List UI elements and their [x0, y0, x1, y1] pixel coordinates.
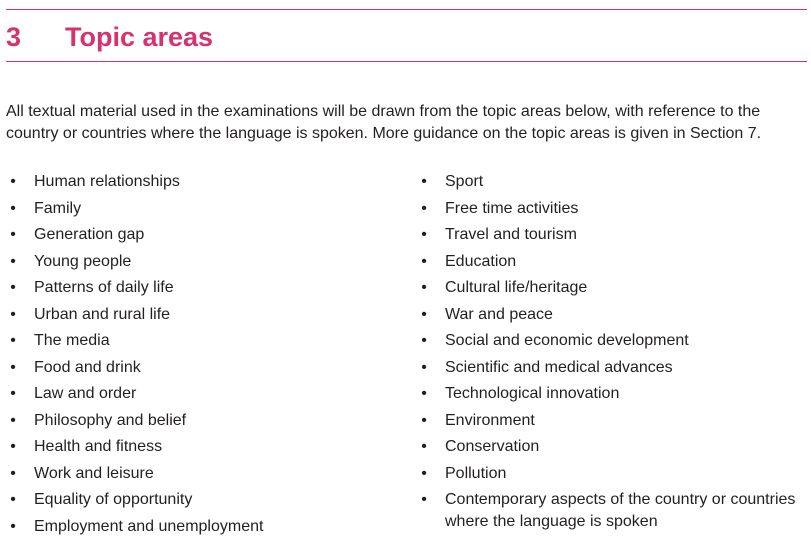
- topic-list-item: [6, 463, 406, 485]
- bullet-icon: •: [10, 438, 16, 455]
- topic-label: Human relationships: [34, 173, 180, 190]
- topic-list-right: [417, 171, 807, 538]
- topic-label: Urban and rural life: [34, 305, 171, 323]
- topic-list-item: [6, 198, 406, 220]
- topic-list-item: [6, 251, 406, 273]
- topic-label: Pollution: [445, 464, 507, 482]
- topic-list-item: [417, 198, 807, 220]
- bullet-icon: •: [421, 491, 427, 508]
- bullet-icon: •: [421, 173, 427, 190]
- topic-label: Equality of opportunity: [34, 491, 193, 508]
- topic-label: Education: [445, 252, 517, 270]
- bottom-rule: [6, 61, 807, 62]
- topic-list-item: [417, 171, 807, 193]
- bullet-icon: •: [10, 464, 16, 482]
- topic-label: Food and drink: [34, 358, 141, 376]
- topic-label: Social and economic development: [445, 332, 689, 349]
- topic-label: Scientific and medical advances: [445, 358, 673, 376]
- bullet-icon: •: [421, 199, 427, 217]
- bullet-icon: •: [10, 411, 16, 429]
- section-number: 3: [6, 22, 22, 52]
- bullet-icon: •: [10, 226, 16, 243]
- topic-list-item: [6, 489, 406, 511]
- bullet-icon: •: [421, 438, 427, 455]
- bullet-icon: •: [10, 491, 16, 508]
- top-rule: [6, 9, 807, 10]
- topic-label: Conservation: [445, 438, 540, 455]
- topic-label: Contemporary aspects of the country or countries where the language is spoken: [445, 491, 796, 530]
- topic-list-item: [417, 251, 807, 273]
- topic-label: Employment and unemployment: [34, 517, 264, 535]
- section-title: Topic areas: [65, 22, 214, 52]
- topic-list-item: [6, 304, 406, 326]
- topic-label: Technological innovation: [445, 385, 620, 402]
- bullet-icon: •: [421, 464, 427, 482]
- topic-list-item: [417, 489, 807, 533]
- section-heading: [6, 19, 213, 55]
- topic-list-item: [6, 224, 406, 246]
- bullet-icon: •: [421, 252, 427, 270]
- topic-label: Health and fitness: [34, 438, 163, 455]
- topic-list-item: [6, 171, 406, 193]
- topic-list-item: [417, 383, 807, 405]
- topic-list-item: [6, 277, 406, 299]
- topic-label: Sport: [445, 173, 484, 190]
- topic-list-item: [6, 410, 406, 432]
- topic-list-item: [6, 357, 406, 379]
- topic-list-item: [417, 436, 807, 458]
- bullet-icon: •: [10, 305, 16, 323]
- topic-label: Travel and tourism: [445, 226, 577, 243]
- topic-label: Family: [34, 199, 82, 217]
- bullet-icon: •: [10, 385, 16, 402]
- bullet-icon: •: [421, 279, 427, 296]
- topic-label: The media: [34, 332, 110, 349]
- topic-list-left: [6, 171, 406, 542]
- bullet-icon: •: [421, 305, 427, 323]
- topic-list-item: [6, 516, 406, 538]
- topic-list-item: [6, 436, 406, 458]
- topic-label: Patterns of daily life: [34, 279, 174, 296]
- topic-label: Philosophy and belief: [34, 411, 187, 429]
- topic-label: Work and leisure: [34, 464, 154, 482]
- topic-list-item: [417, 410, 807, 432]
- topic-list-item: [417, 357, 807, 379]
- topic-label: Environment: [445, 411, 535, 429]
- bullet-icon: •: [421, 332, 427, 349]
- bullet-icon: •: [421, 358, 427, 376]
- topic-list-item: [417, 224, 807, 246]
- topic-list-item: [417, 330, 807, 352]
- bullet-icon: •: [10, 358, 16, 376]
- bullet-icon: •: [10, 252, 16, 270]
- topic-label: Young people: [34, 252, 132, 270]
- bullet-icon: •: [10, 332, 16, 349]
- topic-list-item: [6, 330, 406, 352]
- bullet-icon: •: [421, 385, 427, 402]
- topic-list-item: [6, 383, 406, 405]
- intro-paragraph: All textual material used in the examinations will be drawn from the topic areas below, with reference to the country or countries where the language is spoken. More guidance on the topic areas is given in Section 7.: [6, 103, 762, 142]
- bullet-icon: •: [10, 173, 16, 190]
- topic-label: War and peace: [445, 305, 553, 323]
- topic-label: Cultural life/heritage: [445, 279, 588, 296]
- topic-list-item: [417, 463, 807, 485]
- topic-label: Law and order: [34, 385, 137, 402]
- bullet-icon: •: [10, 279, 16, 296]
- topic-list-item: [417, 277, 807, 299]
- bullet-icon: •: [10, 517, 16, 535]
- topic-label: Free time activities: [445, 199, 579, 217]
- bullet-icon: •: [10, 199, 16, 217]
- topic-label: Generation gap: [34, 226, 145, 243]
- topic-list-item: [417, 304, 807, 326]
- bullet-icon: •: [421, 226, 427, 243]
- bullet-icon: •: [421, 411, 427, 429]
